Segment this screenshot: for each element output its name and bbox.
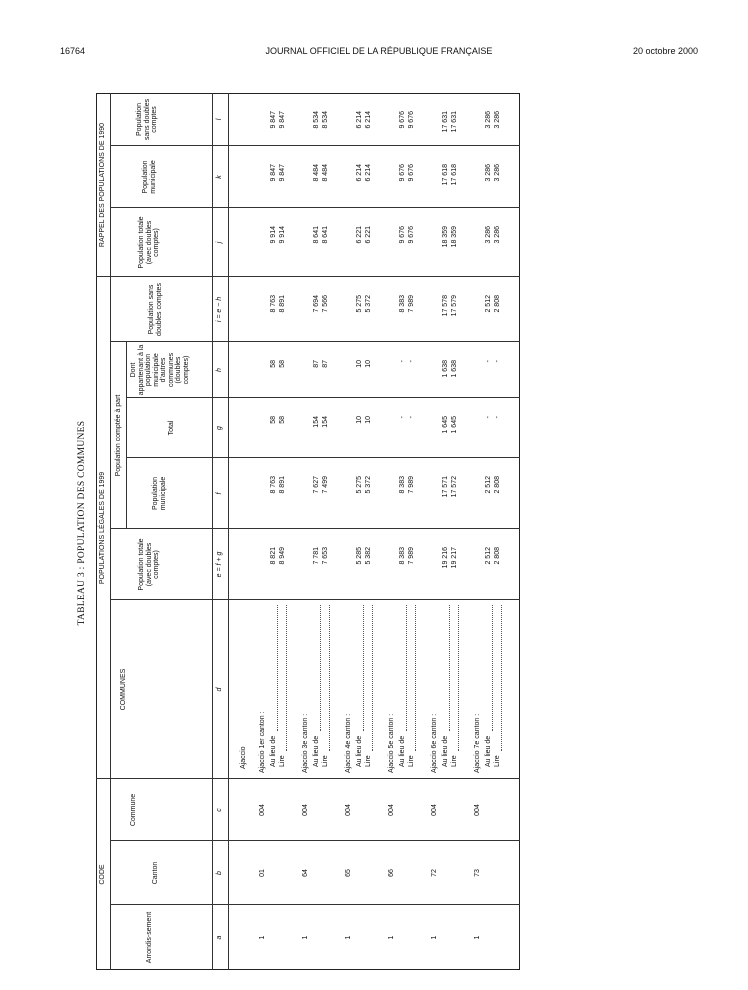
- cell-h: -: [494, 360, 501, 363]
- dot-leader: [409, 605, 416, 751]
- header-rule-groups: [110, 93, 111, 970]
- cell-l: 6 214: [356, 111, 363, 129]
- cell-i: 5 372: [365, 295, 372, 313]
- cell-l: 8 534: [322, 111, 329, 129]
- cell-j: 18 359: [451, 226, 458, 248]
- cell-e: 19 217: [451, 547, 458, 569]
- cell-canton: 01: [259, 869, 266, 877]
- col-dont-header: Dont appartenant à la population municipale d'autres communes (doubles comptes): [130, 344, 190, 396]
- cell-h: 10: [356, 360, 363, 368]
- col-1990-sans-header: Population sans doubles comptes: [136, 98, 158, 141]
- cell-l: 9 847: [270, 111, 277, 129]
- col-letter-i: i = e − h: [216, 296, 223, 323]
- cell-l: 9 676: [399, 111, 406, 129]
- vrule-1999-end: [96, 276, 520, 277]
- cell-j: 3 286: [485, 226, 492, 244]
- cell-h: 87: [322, 360, 329, 368]
- cell-g: 1 645: [442, 416, 449, 434]
- cell-g: -: [494, 416, 501, 419]
- cell-g: -: [485, 416, 492, 419]
- cell-k: 9 847: [270, 164, 277, 182]
- cell-h: -: [485, 360, 492, 363]
- col-commune-header: Commune: [130, 793, 137, 827]
- col-letter-d: d: [216, 687, 223, 692]
- cell-h: 58: [279, 360, 286, 368]
- row-label: Lire: [494, 755, 501, 767]
- cell-g: 154: [322, 416, 329, 428]
- cell-k: 3 286: [485, 164, 492, 182]
- cell-i: 2 512: [485, 295, 492, 313]
- page-number: 16764: [60, 46, 86, 56]
- cell-f: 7 499: [322, 476, 329, 494]
- publication-date: 20 octobre 2000: [632, 46, 698, 56]
- block-label: Ajaccio 5e canton :: [388, 713, 395, 773]
- cell-h: -: [399, 360, 406, 363]
- cell-i: 8 383: [399, 295, 406, 313]
- col-letter-l: l: [216, 118, 223, 121]
- cell-j: 6 221: [356, 226, 363, 244]
- col-communes-header: COMMUNES: [120, 668, 127, 711]
- row-label: Lire: [279, 755, 286, 767]
- cell-f: 8 891: [279, 476, 286, 494]
- dot-leader: [357, 605, 364, 731]
- cell-canton: 64: [302, 869, 309, 877]
- col-pop-totale-header: Population totale (avec doubles comptes): [138, 538, 160, 591]
- col-arrondissement-header: Arrondis-sement: [146, 911, 153, 964]
- population-table: [96, 93, 520, 970]
- cell-commune: 004: [388, 804, 395, 816]
- cell-commune: 004: [302, 804, 309, 816]
- cell-i: 17 578: [442, 295, 449, 317]
- cell-l: 17 631: [442, 111, 449, 133]
- cell-l: 9 847: [279, 111, 286, 129]
- col-1990-municipale-header: Population municipale: [142, 160, 157, 194]
- row-label: Lire: [322, 755, 329, 767]
- page-header: [60, 44, 698, 58]
- cell-l: 6 214: [365, 111, 372, 129]
- cell-i: 8 891: [279, 295, 286, 313]
- cell-j: 9 676: [399, 226, 406, 244]
- cell-g: 1 645: [451, 416, 458, 434]
- col-letter-f: f: [216, 492, 223, 495]
- cell-k: 8 484: [322, 164, 329, 182]
- cell-k: 8 484: [313, 164, 320, 182]
- cell-k: 3 286: [494, 164, 501, 182]
- block-label: Ajaccio 1er canton :: [259, 711, 266, 773]
- cell-canton: 65: [345, 869, 352, 877]
- dot-leader: [314, 605, 321, 731]
- cell-commune: 004: [431, 804, 438, 816]
- cell-g: 58: [270, 416, 277, 424]
- col-letter-k: k: [216, 175, 223, 179]
- dot-leader: [443, 605, 450, 731]
- cell-l: 3 286: [485, 111, 492, 129]
- cell-e: 2 808: [494, 547, 501, 565]
- commune-heading: Ajaccio: [240, 746, 247, 769]
- block-label: Ajaccio 7e canton :: [474, 713, 481, 773]
- cell-e: 7 781: [313, 547, 320, 565]
- cell-e: 7 653: [322, 547, 329, 565]
- cell-e: 8 383: [399, 547, 406, 565]
- cell-i: 17 579: [451, 295, 458, 317]
- col-letter-g: g: [216, 426, 223, 430]
- cell-arrondissement: 1: [302, 935, 309, 940]
- header-rule-body: [228, 93, 229, 970]
- group-1999-heading: POPULATIONS LÉGALES DE 1999: [99, 471, 106, 585]
- col-letter-b: b: [216, 871, 223, 875]
- dot-leader: [495, 605, 502, 751]
- cell-commune: 004: [345, 804, 352, 816]
- cell-j: 3 286: [494, 226, 501, 244]
- cell-j: 9 914: [279, 226, 286, 244]
- col-letter-h: h: [216, 368, 223, 372]
- cell-g: 10: [365, 416, 372, 424]
- cell-f: 5 275: [356, 476, 363, 494]
- cell-i: 8 763: [270, 295, 277, 313]
- cell-f: 2 808: [494, 476, 501, 494]
- cell-g: 154: [313, 416, 320, 428]
- cell-arrondissement: 1: [345, 935, 352, 940]
- cell-k: 17 618: [442, 164, 449, 186]
- vrule-col-0: [110, 599, 520, 600]
- cell-l: 9 676: [408, 111, 415, 129]
- header-rule-apart: [126, 342, 127, 529]
- row-label: Au lieu de: [270, 735, 277, 767]
- cell-h: 10: [365, 360, 372, 368]
- cell-f: 17 572: [451, 476, 458, 498]
- cell-commune: 004: [259, 804, 266, 816]
- cell-e: 5 382: [365, 547, 372, 565]
- row-label: Lire: [408, 755, 415, 767]
- row-label: Au lieu de: [442, 735, 449, 767]
- cell-k: 9 847: [279, 164, 286, 182]
- cell-f: 2 512: [485, 476, 492, 494]
- cell-f: 7 989: [408, 476, 415, 494]
- cell-h: 87: [313, 360, 320, 368]
- vrule-apart-0: [126, 457, 520, 458]
- dot-leader: [323, 605, 330, 751]
- cell-commune: 004: [474, 804, 481, 816]
- cell-f: 5 372: [365, 476, 372, 494]
- vrule-col-1: [110, 528, 520, 529]
- group-code-heading: CODE: [99, 864, 106, 885]
- cell-arrondissement: 1: [259, 935, 266, 940]
- cell-l: 8 534: [313, 111, 320, 129]
- row-label: Au lieu de: [485, 735, 492, 767]
- cell-f: 17 571: [442, 476, 449, 498]
- col-pop-sans-header: Population sans doubles comptes: [148, 283, 163, 336]
- cell-k: 6 214: [365, 164, 372, 182]
- cell-j: 18 359: [442, 226, 449, 248]
- block-label: Ajaccio 3e canton :: [302, 713, 309, 773]
- header-rule-letters: [212, 93, 213, 970]
- cell-j: 8 641: [313, 226, 320, 244]
- row-label: Au lieu de: [313, 735, 320, 767]
- row-label: Lire: [365, 755, 372, 767]
- dot-leader: [400, 605, 407, 731]
- vrule-code-1: [110, 840, 520, 841]
- block-label: Ajaccio 6e canton :: [431, 713, 438, 773]
- cell-i: 7 694: [313, 295, 320, 313]
- col-pop-municipale-header: Population municipale: [152, 476, 167, 511]
- journal-title: JOURNAL OFFICIEL DE LA RÉPUBLIQUE FRANÇAISE: [265, 46, 493, 56]
- cell-canton: 66: [388, 869, 395, 877]
- cell-e: 2 512: [485, 547, 492, 565]
- dot-leader: [280, 605, 287, 751]
- col-canton-header: Canton: [152, 861, 159, 885]
- cell-j: 6 221: [365, 226, 372, 244]
- cell-i: 2 808: [494, 295, 501, 313]
- cell-j: 9 914: [270, 226, 277, 244]
- cell-k: 6 214: [356, 164, 363, 182]
- cell-h: -: [408, 360, 415, 363]
- group-1990-heading: RAPPEL DES POPULATIONS DE 1990: [99, 122, 106, 248]
- cell-f: 7 627: [313, 476, 320, 494]
- col-letter-c: c: [216, 808, 223, 812]
- cell-g: -: [399, 416, 406, 419]
- row-label: Lire: [451, 755, 458, 767]
- table-viewport: [96, 93, 520, 970]
- cell-h: 58: [270, 360, 277, 368]
- table-title: TABLEAU 3 : POPULATION DES COMMUNES: [77, 420, 87, 626]
- dot-leader: [366, 605, 373, 751]
- cell-i: 7 566: [322, 295, 329, 313]
- dot-leader: [271, 605, 278, 731]
- cell-e: 5 285: [356, 547, 363, 565]
- cell-h: 1 638: [442, 360, 449, 378]
- col-1990-totale-header: Population totale (avec doubles comptes): [138, 216, 160, 269]
- cell-e: 8 949: [279, 547, 286, 565]
- cell-e: 7 989: [408, 547, 415, 565]
- dot-leader: [452, 605, 459, 751]
- cell-i: 7 989: [408, 295, 415, 313]
- cell-canton: 72: [431, 869, 438, 877]
- cell-f: 8 383: [399, 476, 406, 494]
- cell-f: 8 763: [270, 476, 277, 494]
- vrule-apart-1: [126, 397, 520, 398]
- cell-arrondissement: 1: [431, 935, 438, 940]
- vrule-col-4: [110, 145, 520, 146]
- cell-k: 17 618: [451, 164, 458, 186]
- col-letter-e: e = f + g: [216, 551, 223, 578]
- cell-arrondissement: 1: [388, 935, 395, 940]
- cell-i: 5 275: [356, 295, 363, 313]
- row-label: Au lieu de: [399, 735, 406, 767]
- vrule-code-0: [110, 904, 520, 905]
- cell-e: 8 821: [270, 547, 277, 565]
- cell-g: 58: [279, 416, 286, 424]
- row-label: Au lieu de: [356, 735, 363, 767]
- cell-l: 17 631: [451, 111, 458, 133]
- cell-k: 9 676: [408, 164, 415, 182]
- cell-h: 1 638: [451, 360, 458, 378]
- block-label: Ajaccio 4e canton :: [345, 713, 352, 773]
- col-total-header: Total: [168, 420, 175, 436]
- col-letter-j: j: [216, 241, 223, 244]
- cell-g: 10: [356, 416, 363, 424]
- group-apart-heading: Population comptée à part: [115, 394, 122, 477]
- cell-arrondissement: 1: [474, 935, 481, 940]
- cell-l: 3 286: [494, 111, 501, 129]
- cell-g: -: [408, 416, 415, 419]
- col-letter-a: a: [216, 935, 223, 940]
- cell-k: 9 676: [399, 164, 406, 182]
- vrule-col-2: [110, 341, 520, 342]
- cell-j: 8 641: [322, 226, 329, 244]
- cell-e: 19 216: [442, 547, 449, 569]
- cell-j: 9 676: [408, 226, 415, 244]
- cell-canton: 73: [474, 869, 481, 877]
- dot-leader: [486, 605, 493, 731]
- vrule-col-3: [110, 207, 520, 208]
